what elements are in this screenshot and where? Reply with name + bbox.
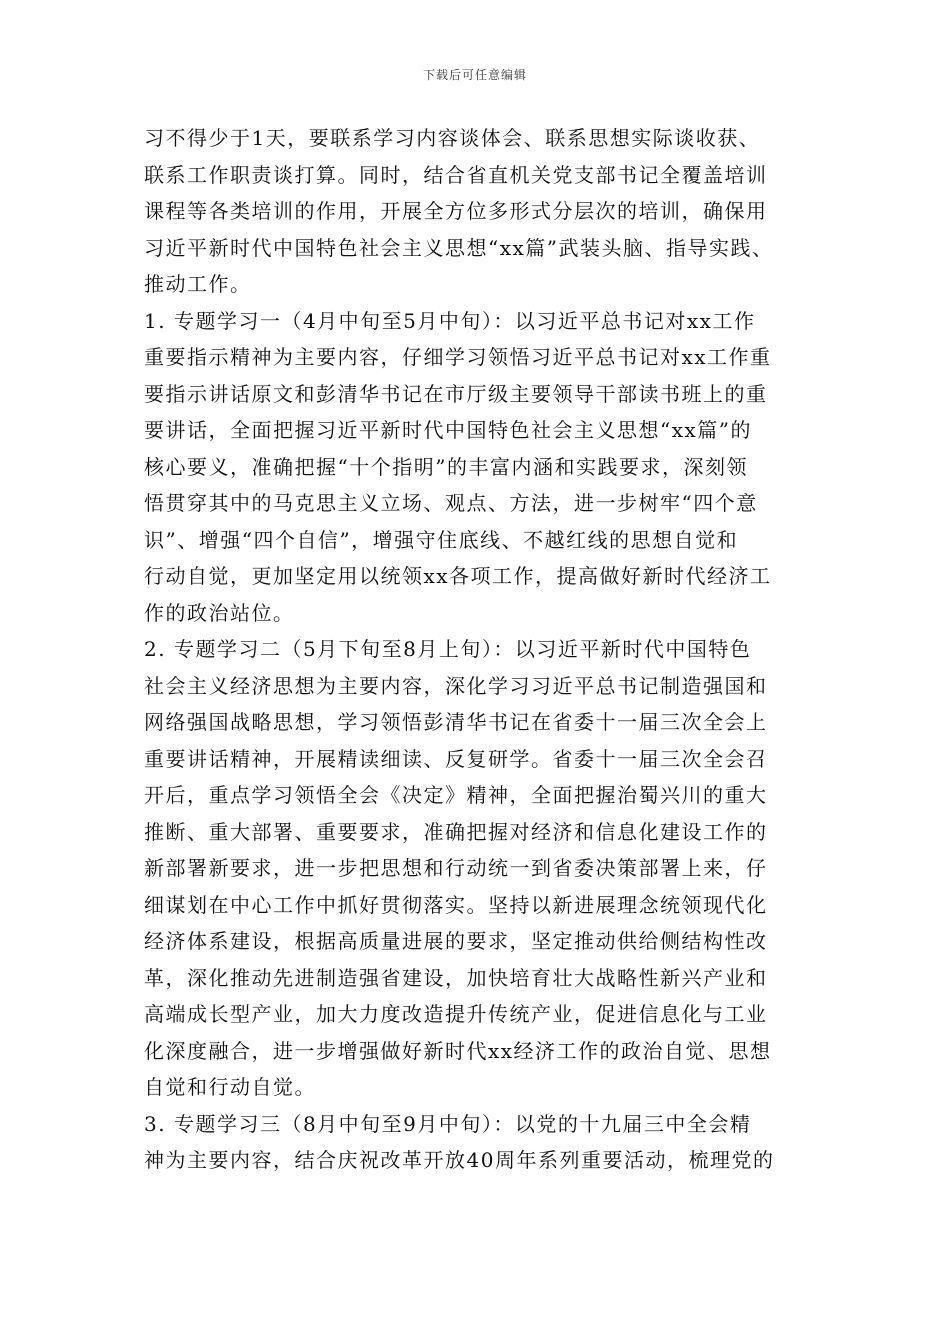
text-line: 要讲话，全面把握习近平新时代中国特色社会主义思想“xx篇”的 (144, 418, 753, 442)
text-line: 核心要义，准确把握“十个指明”的丰富内涵和实践要求，深刻领 (144, 454, 748, 479)
document-body (144, 120, 814, 1179)
text-line: 习近平新时代中国特色社会主义思想“xx篇”武装头脑、指导实践、 (144, 235, 774, 260)
header-note: 下载后可任意编辑 (422, 68, 527, 82)
text-line: 推断、重大部署、重要要求，准确把握对经济和信息化建设工作的 (144, 819, 768, 844)
text-line: 推动工作。 (144, 272, 252, 296)
text-line: 课程等各类培训的作用，开展全方位多形式分层次的培训，确保用 (144, 199, 768, 223)
text-line: 1. 专题学习一（4月中旬至5月中旬）：以习近平总书记对xx工作 (144, 308, 756, 333)
text-line: 社会主义经济思想为主要内容，深化学习习近平总书记制造强国和 (144, 673, 768, 698)
text-line: 习不得少于1天，要联系学习内容谈体会、联系思想实际谈收获、 (144, 126, 761, 150)
text-line: 神为主要内容，结合庆祝改革开放40周年系列重要活动，梳理党的 (144, 1148, 775, 1172)
text-line: 作的政治站位。 (144, 600, 295, 625)
text-line: 化深度融合，进一步增强做好新时代xx经济工作的政治自觉、思想 (144, 1038, 772, 1063)
text-line: 自觉和行动自觉。 (144, 1075, 316, 1099)
text-line: 重要讲话精神，开展精读细读、反复研学。省委十一届三次全会召 (144, 746, 768, 771)
text-line: 经济体系建设，根据高质量进展的要求，坚定推动供给侧结构性改 (144, 929, 768, 953)
text-line: 革，深化推动先进制造强省建设，加快培育壮大战略性新兴产业和 (144, 965, 768, 990)
text-line: 细谋划在中心工作中抓好贯彻落实。坚持以新进展理念统领现代化 (144, 892, 768, 917)
text-line: 新部署新要求，进一步把思想和行动统一到省委决策部署上来，仔 (144, 856, 768, 880)
text-line: 网络强国战略思想，学习领悟彭清华书记在省委十一届三次全会上 (144, 710, 768, 734)
text-line: 高端成长型产业，加大力度改造提升传统产业，促进信息化与工业 (144, 1002, 768, 1026)
text-line: 行动自觉，更加坚定用以统领xx各项工作，提高做好新时代经济工 (144, 564, 772, 588)
text-line: 2. 专题学习二（5月下旬至8月上旬）：以习近平新时代中国特色 (144, 637, 752, 661)
text-line: 开后，重点学习领悟全会《决定》精神，全面把握治蜀兴川的重大 (144, 783, 768, 807)
text-line: 3. 专题学习三（8月中旬至9月中旬）：以党的十九届三中全会精 (144, 1111, 752, 1136)
text-line: 联系工作职责谈打算。同时，结合省直机关党支部书记全覆盖培训 (144, 162, 768, 187)
text-line: 悟贯穿其中的马克思主义立场、观点、方法，进一步树牢“四个意 (144, 491, 758, 515)
text-line: 要指示讲话原文和彭清华书记在市厅级主要领导干部读书班上的重 (144, 381, 768, 406)
text-line: 识”、增强“四个自信”，增强守住底线、不越红线的思想自觉和 (144, 527, 739, 552)
text-line: 重要指示精神为主要内容，仔细学习领悟习近平总书记对xx工作重 (144, 345, 772, 369)
